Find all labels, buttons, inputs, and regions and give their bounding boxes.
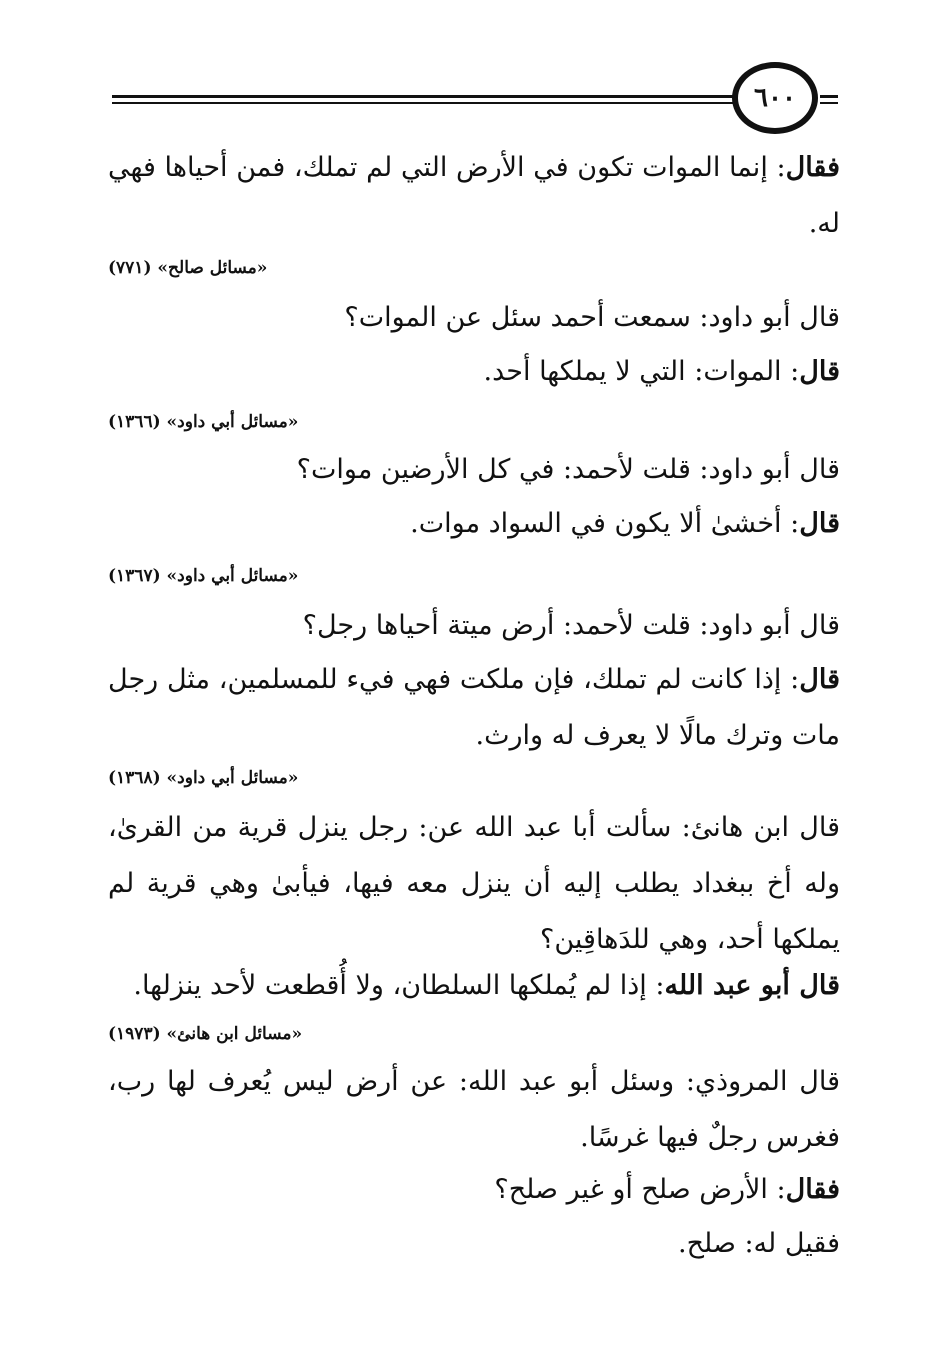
paragraph (108, 290, 840, 346)
header-rule-bottom (112, 102, 740, 104)
speaker-label: قال (799, 356, 840, 387)
paragraph-text: قال أبو داود: قلت لأحمد: في كل الأرضين موات؟ (296, 454, 840, 485)
speaker-label: قال أبو عبد الله (664, 970, 840, 1001)
speaker-label: قال (799, 508, 840, 539)
page-number: ٦٠٠ (754, 83, 796, 113)
paragraph (108, 442, 840, 498)
header-rule-right-top (820, 95, 838, 98)
paragraph-text: : أخشىٰ ألا يكون في السواد موات. (410, 508, 800, 539)
paragraph (108, 1162, 840, 1218)
paragraph (108, 958, 840, 1014)
paragraph (108, 800, 840, 968)
speaker-label: قال (799, 664, 840, 695)
source-reference: «مسائل أبي داود» (١٣٦٦) (108, 412, 299, 432)
paragraph-text: : الأرض صلح أو غير صلح؟ (494, 1174, 786, 1205)
paragraph (108, 598, 840, 654)
paragraph (108, 652, 840, 764)
paragraph-text: : الموات: التي لا يملكها أحد. (483, 356, 800, 387)
page-number-badge (732, 62, 818, 134)
source-reference: «مسائل أبي داود» (١٣٦٨) (108, 768, 299, 788)
header-rule-top (112, 95, 740, 98)
header-rule-right-bottom (820, 102, 838, 104)
paragraph (108, 344, 840, 400)
speaker-label: فقال (785, 1174, 840, 1205)
paragraph-text: قال أبو داود: قلت لأحمد: أرض ميتة أحياها رجل؟ (302, 610, 840, 641)
source-reference: «مسائل ابن هانئ» (١٩٧٣) (108, 1024, 303, 1044)
paragraph-text: : إذا لم يُملكها السلطان، ولا أُقطعت لأحد ينزلها. (133, 970, 665, 1001)
paragraph-text: فقيل له: صلح. (678, 1228, 840, 1259)
paragraph-text: : إنما الموات تكون في الأرض التي لم تملك، فمن أحياها فهي له. (108, 152, 840, 239)
paragraph (108, 1054, 840, 1166)
paragraph (108, 140, 840, 252)
paragraph-text: قال أبو داود: سمعت أحمد سئل عن الموات؟ (344, 302, 840, 333)
speaker-label: فقال (785, 152, 840, 183)
source-reference: «مسائل أبي داود» (١٣٦٧) (108, 566, 299, 586)
paragraph (108, 496, 840, 552)
paragraph-text: : إذا كانت لم تملك، فإن ملكت فهي فيء للمسلمين، مثل رجل مات وترك مالًا لا يعرف له وارث. (108, 664, 840, 751)
paragraph (108, 1216, 840, 1272)
paragraph-text: قال المروذي: وسئل أبو عبد الله: عن أرض ليس يُعرف لها رب، فغرس رجلٌ فيها غرسًا. (108, 1066, 840, 1153)
paragraph-text: قال ابن هانئ: سألت أبا عبد الله عن: رجل ينزل قرية من القرىٰ، وله أخ ببغداد يطلب إليه أن ينزل معه فيها، فيأبىٰ وهي قرية لم يملكها أحد، وهي للدَهاقِين؟ (108, 812, 840, 955)
source-reference: «مسائل صالح» (٧٧١) (108, 258, 268, 278)
